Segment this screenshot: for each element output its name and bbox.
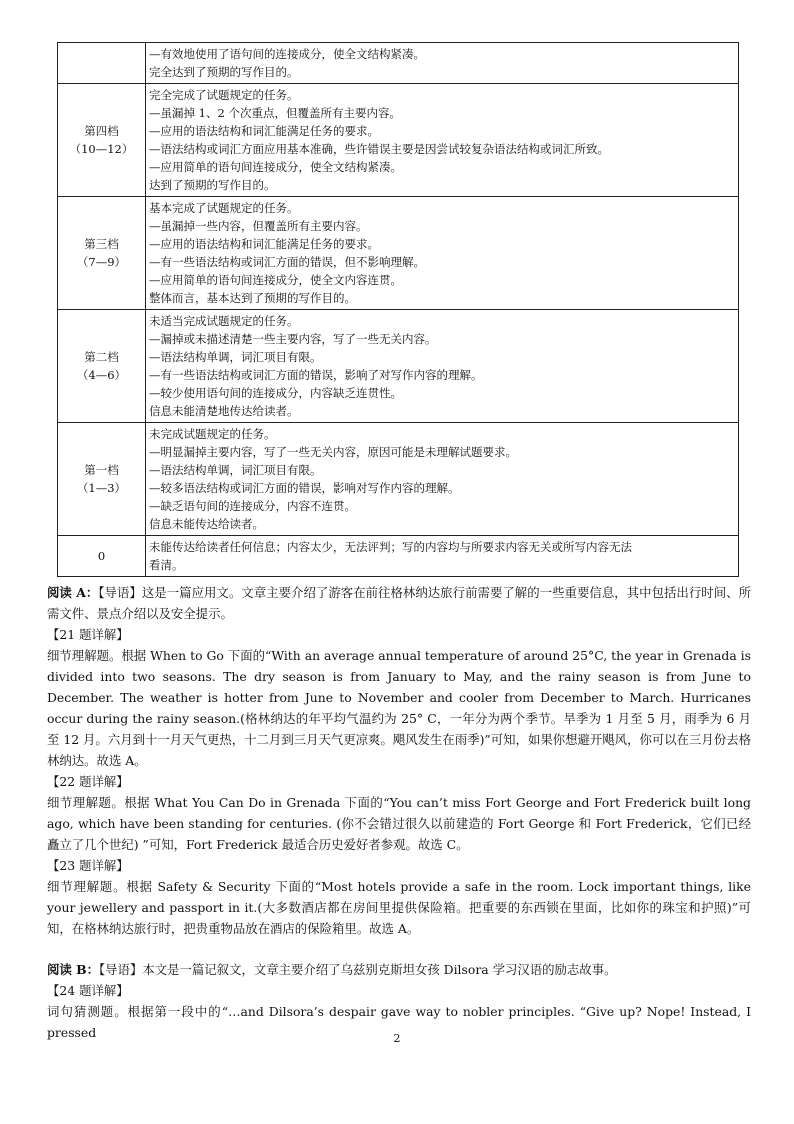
rubric-row [58,43,739,84]
rubric-row [58,423,739,536]
reading-b-intro: 阅读 B：【导语】本文是一篇记叙文，文章主要介绍了乌兹别克斯坦女孩 Dilsora 学习汉语的励志故事。 [47,962,617,977]
rubric-criterion: —应用简单的语句间连接成分，使全文结构紧凑。 [149,160,402,174]
grade-score-range: （1—3） [76,481,127,495]
q22-heading: 【22 题详解】 [47,774,129,789]
rubric-description-cell [146,43,739,84]
rubric-criterion: 完全完成了试题规定的任务。 [149,88,299,102]
grading-rubric-table [57,42,739,577]
rubric-grade-cell [58,84,146,197]
rubric-description-cell [146,197,739,310]
rubric-grade-cell [58,197,146,310]
rubric-criterion: —语法结构单调，词汇项目有限。 [149,463,322,477]
reading-b-label: 阅读 B： [47,962,99,977]
rubric-criterion: —有效地使用了语句间的连接成分，使全文结构紧凑。 [149,47,425,61]
rubric-row [58,84,739,197]
rubric-criterion: 未完成试题规定的任务。 [149,427,276,441]
rubric-grade-cell [58,536,146,577]
rubric-criterion: 未能传达给读者任何信息；内容太少，无法评判；写的内容均与所要求内容无关或所写内容无法 [149,540,632,554]
reading-a-label: 阅读 A： [47,585,99,600]
rubric-criterion: 整体而言，基本达到了预期的写作目的。 [149,291,356,305]
q22-explanation: 细节理解题。根据 What You Can Do in Grenada 下面的“You can’t miss Fort George and Fort Frederick built long ago, which have been standing for centuries. (你不会错过很久以前建造的 Fort George 和 Fort Frederick，它们已经矗立了几个世纪) ”可知，Fort Frederick 最适合历史爱好者参观。故选 C。 [47,795,751,852]
rubric-criterion: —虽漏掉 1、2 个次重点，但覆盖所有主要内容。 [149,106,401,120]
rubric-criterion: 看清。 [149,558,184,572]
rubric-criterion: —虽漏掉一些内容，但覆盖所有主要内容。 [149,219,368,233]
q21-heading: 【21 题详解】 [47,627,129,642]
rubric-criterion: —有一些语法结构或词汇方面的错误，影响了对写作内容的理解。 [149,368,483,382]
grade-name: 0 [97,549,106,563]
rubric-criterion: 完全达到了预期的写作目的。 [149,65,299,79]
q24-explanation: 词句猜测题。根据第一段中的“…and Dilsora’s despair gave way to nobler principles. “Give up? Nope! Instead, I pressed [47,1004,751,1040]
grade-name: 第三档 [84,237,119,251]
q23-explanation: 细节理解题。根据 Safety & Security 下面的“Most hotels provide a safe in the room. Lock important things, like your jewellery and passport in it.(大多数酒店都在房间里提供保险箱。把重要的东西锁在里面，比如你的珠宝和护照)”可知，在格林纳达旅行时，把贵重物品放在酒店的保险箱里。故选 A。 [47,879,751,936]
reading-a-intro: 阅读 A：【导语】这是一篇应用文。文章主要介绍了游客在前往格林纳达旅行前需要了解的一些重要信息，其中包括出行时间、所需文件、景点介绍以及安全提示。 [47,585,751,621]
rubric-criterion: 基本完成了试题规定的任务。 [149,201,299,215]
page-number: 2 [393,1032,401,1045]
rubric-criterion: —有一些语法结构或词汇方面的错误，但不影响理解。 [149,255,425,269]
grade-score-range: （10—12） [69,142,134,156]
q21-explanation: 细节理解题。根据 When to Go 下面的“With an average annual temperature of around 25°C, the year in Grenada is divided into two seasons. The dry season is from January to May, and the rainy season is from June to December. The weather is hotter from June to November and cooler from December to March. Hurricanes occur during the rainy season.(格林纳达的年平均气温约为 25° C，一年分为两个季节。旱季为 1 月至 5 月，雨季为 6 月至 12 月。六月到十一月天气更热，十二月到三月天气更凉爽。飓风发生在雨季)”可知，如果你想避开飓风，你可以在三月份去格林纳达。故选 A。 [47,648,751,768]
rubric-row [58,536,739,577]
rubric-criterion: 未适当完成试题规定的任务。 [149,314,299,328]
q23-heading: 【23 题详解】 [47,858,129,873]
rubric-row [58,197,739,310]
rubric-description-cell [146,84,739,197]
rubric-grade-cell [58,310,146,423]
rubric-description-cell [146,423,739,536]
rubric-grade-cell [58,423,146,536]
rubric-criterion: 达到了预期的写作目的。 [149,178,276,192]
rubric-criterion: —缺乏语句间的连接成分，内容不连贯。 [149,499,356,513]
rubric-criterion: —语法结构或词汇方面应用基本准确，些许错误主要是因尝试较复杂语法结构或词汇所致。 [149,142,609,156]
grade-score-range: （7—9） [76,255,127,269]
rubric-description-cell [146,310,739,423]
grade-score-range: （4—6） [76,368,127,382]
grade-name: 第四档 [84,124,119,138]
rubric-criterion: —应用的语法结构和词汇能满足任务的要求。 [149,124,379,138]
grade-name: 第一档 [84,463,119,477]
rubric-criterion: —较多语法结构或词汇方面的错误，影响对写作内容的理解。 [149,481,460,495]
rubric-criterion: —较少使用语句间的连接成分，内容缺乏连贯性。 [149,386,402,400]
q24-heading: 【24 题详解】 [47,983,129,998]
rubric-criterion: —应用的语法结构和词汇能满足任务的要求。 [149,237,379,251]
rubric-criterion: —漏掉或未描述清楚一些主要内容，写了一些无关内容。 [149,332,437,346]
rubric-grade-cell [58,43,146,84]
rubric-criterion: —明显漏掉主要内容，写了一些无关内容，原因可能是未理解试题要求。 [149,445,517,459]
rubric-row [58,310,739,423]
grade-name: 第二档 [84,350,119,364]
rubric-criterion: —语法结构单调，词汇项目有限。 [149,350,322,364]
rubric-criterion: 信息未能传达给读者。 [149,517,264,531]
rubric-description-cell [146,536,739,577]
rubric-criterion: 信息未能清楚地传达给读者。 [149,404,299,418]
answer-explanations [47,582,751,1043]
rubric-criterion: —应用简单的语句间连接成分，使全文内容连贯。 [149,273,402,287]
